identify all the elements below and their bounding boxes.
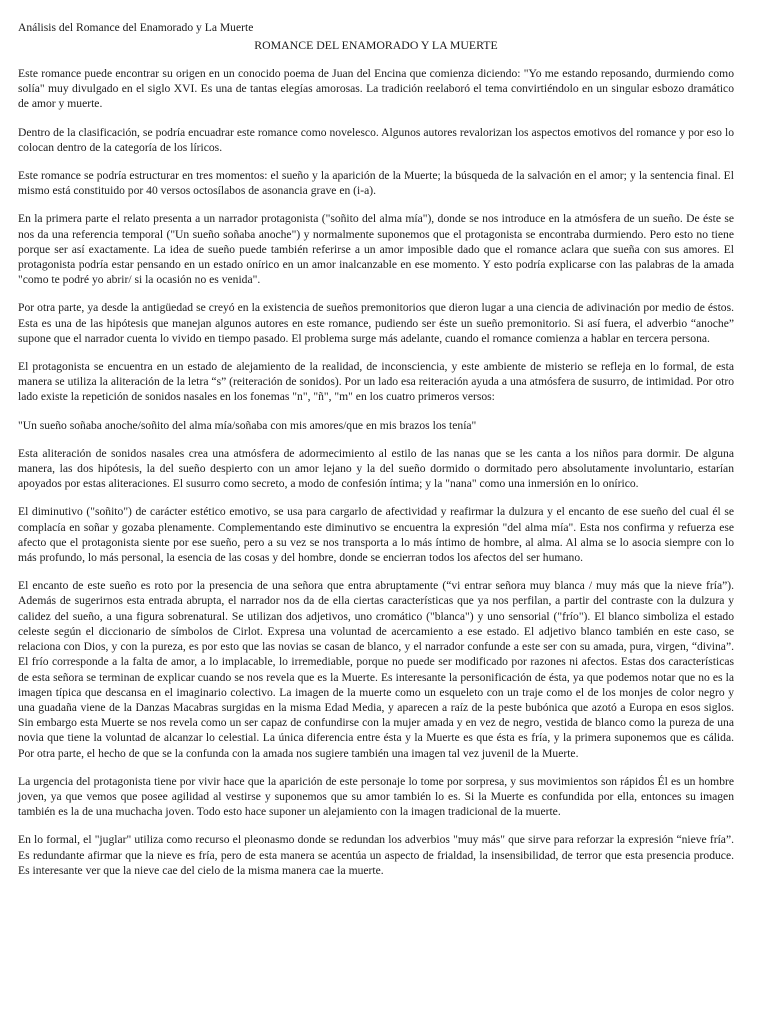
document-title: ROMANCE DEL ENAMORADO Y LA MUERTE <box>254 38 498 52</box>
paragraph-white-lady: El encanto de este sueño es roto por la presencia de una señora que entra abruptamente (“vi entrar señora muy blanca / muy más que la nieve fría”). Además de sugerirnos esta entrada abrupta, el narrador nos da de ella ciertas características que ya nos perfilan, a partir del contraste con la dulzura y calidez del sueño, a una figura sobrenatural. Se utilizan dos adjetivos, uno cromático ("blanca") y uno sensorial ("frío"). El blanco simboliza el estado celeste según el diccionario de símbolos de Cirlot. Expresa una voluntad de acercamiento a ese estado. El adjetivo blanco también en este caso, se relaciona con Dios, y con la pureza, es por esto que las novias se casan de blanco, y el narrador confunde a este ser con su amada, pura, virgen, “divina”. El frío corresponde a la falta de amor, a lo implacable, lo irremediable, porque no puede ser modificado por razones ni afectos. Estas dos características de esta señora se terminan de explicar cuando se nos revela que es la Muerte. Es interesante la personificación de ésta, ya que podemos notar que no es la imagen típica que descansa en el imaginario colectivo. La imagen de la muerte como un esqueleto con un traje como el de los monjes de color negro y una guadaña viene de la Danzas Macabras surgidas en la misma Edad Media, y aparecen a raíz de la peste bubónica que azotó a Europa en esos siglos. Sin embargo esta Muerte se nos revela como un ser capaz de confundirse con la mujer amada y en vez de negro, vestida de blanco como la pureza de una novia que tiene la voluntad de alcanzar lo celestial. La única diferencia entre ésta y la Muerte es que ésta es fría, y la primera suponemos que es cálida. Por otra parte, el hecho de que se la confunda con la amada nos sugiere también una imagen tal vez juvenil de la Muerte. <box>18 579 734 760</box>
document-header: Análisis del Romance del Enamorado y La Muerte <box>18 21 254 34</box>
paragraph-quoted-verses: "Un sueño soñaba anoche/soñito del alma mía/soñaba con mis amores/que en mis brazos los tenía" <box>18 418 477 432</box>
paragraph-origin: Este romance puede encontrar su origen en un conocido poema de Juan del Encina que comienza diciendo: "Yo me estando reposando, durmiendo como solía" muy divulgado en el siglo XVI. Es una de tantas elegías amorosas. La tradición reelaboró el tema convirtiéndolo en un singular esbozo dramático de amor y muerte. <box>18 67 734 111</box>
paragraph-classification: Dentro de la clasificación, se podría encuadrar este romance como novelesco. Algunos autores revalorizan los aspectos emotivos del romance y por eso lo colocan dentro de la categoría de los líricos. <box>18 125 734 154</box>
paragraph-structure: Este romance se podría estructurar en tres momentos: el sueño y la aparición de la Muerte; la búsqueda de la salvación en el amor; y la sentencia final. El mismo está constituido por 40 versos octosílabos de asonancia grave en (i-a). <box>18 169 734 198</box>
paragraph-first-part: En la primera parte el relato presenta a un narrador protagonista ("soñito del alma mía"), donde se nos introduce en la atmósfera de un sueño. De éste se nos da una referencia temporal ("Un sueño soñaba anoche") y normalmente suponemos que el protagonista se encontraba durmiendo. Pero esto no tiene porque ser así exactamente. La idea de sueño puede también referirse a un amor imposible dado que el romance aclara que sueña con sus amores. El protagonista podría estar pensando en un estado onírico en un amor inalcanzable en ese momento. Y esto podría explicarse con las palabras de la amada "como te podré yo abrir/ si la ocasión no es venida". <box>18 212 734 287</box>
paragraph-alliteration: El protagonista se encuentra en un estado de alejamiento de la realidad, de inconsciencia, y este ambiente de misterio se refleja en lo formal, de esta manera se utiliza la aliteración de la letra “s” (reiteración de sonidos). Por un lado esa reiteración ayuda a una atmósfera de susurro, de intimidad. Por otro lado existe la repetición de sonidos nasales en los fonemas "n", "ñ", "m" en los cuatro primeros versos: <box>18 360 734 404</box>
paragraph-urgency: La urgencia del protagonista tiene por vivir hace que la aparición de este personaje lo tome por sorpresa, y sus movimientos son rápidos Él es un hombre joven, ya que vemos que posee agilidad al vestirse y suponemos que su amor también lo es. Si la Muerte es confundida por ella, entonces su imagen también es la de una muchacha joven. Todo esto hace suponer un alejamiento con la imagen tradicional de la muerte. <box>18 774 734 819</box>
paragraph-premonitory-dreams: Por otra parte, ya desde la antigüedad se creyó en la existencia de sueños premonitorios que dieron lugar a una ciencia de adivinación por medio de éstos. Esta es una de las hipótesis que manejan algunos autores en este romance, pudiendo ser éste un sueño premonitorio. Si así fuera, el adverbio “anoche” supone que el narrador cuenta lo vivido en tiempo pasado. El problema surge más adelante, cuando el romance comienza a hablar en tercera persona. <box>18 301 734 345</box>
paragraph-diminutive: El diminutivo ("soñito") de carácter estético emotivo, se usa para cargarlo de afectividad y reafirmar la dulzura y el encanto de ese sueño del cual él se complacía en soñar y gozaba plenamente. Complementando este diminutivo se encuentra la expresión "del alma mía". Esta nos confirma y refuerza ese afecto que el protagonista siente por ese sueño, pero a su vez se nos transporta a lo más íntimo de hombre, al alma. Al alma se lo asocia siempre con lo más profundo, lo más personal, la esencia de las cosas y del hombre, donde se encierran todos los afectos del ser humano. <box>18 505 734 565</box>
document-page <box>18 20 734 891</box>
paragraph-pleonasm: En lo formal, el "juglar" utiliza como recurso el pleonasmo donde se redundan los adverbios "muy más" que sirve para reforzar la expresión “nieve fría”. Es redundante afirmar que la nieve es fría, pero de esta manera se acentúa un aspecto de frialdad, la insensibilidad, de terror que esta presencia produce. Es interesante ver que la nieve cae del cielo de la misma manera cae la muerte. <box>18 833 734 877</box>
paragraph-nasal-sounds: Esta aliteración de sonidos nasales crea una atmósfera de adormecimiento al estilo de las nanas que se les canta a los niños para dormir. De alguna manera, las dos hipótesis, la del sueño despierto con un amor lejano y la del sueño dormido o dormitado pero absolutamente involuntario, estarían apoyados por estas aliteraciones. El susurro como secreto, a modo de confesión íntima; y la "nana" como una inmersión en lo onírico. <box>18 446 734 491</box>
